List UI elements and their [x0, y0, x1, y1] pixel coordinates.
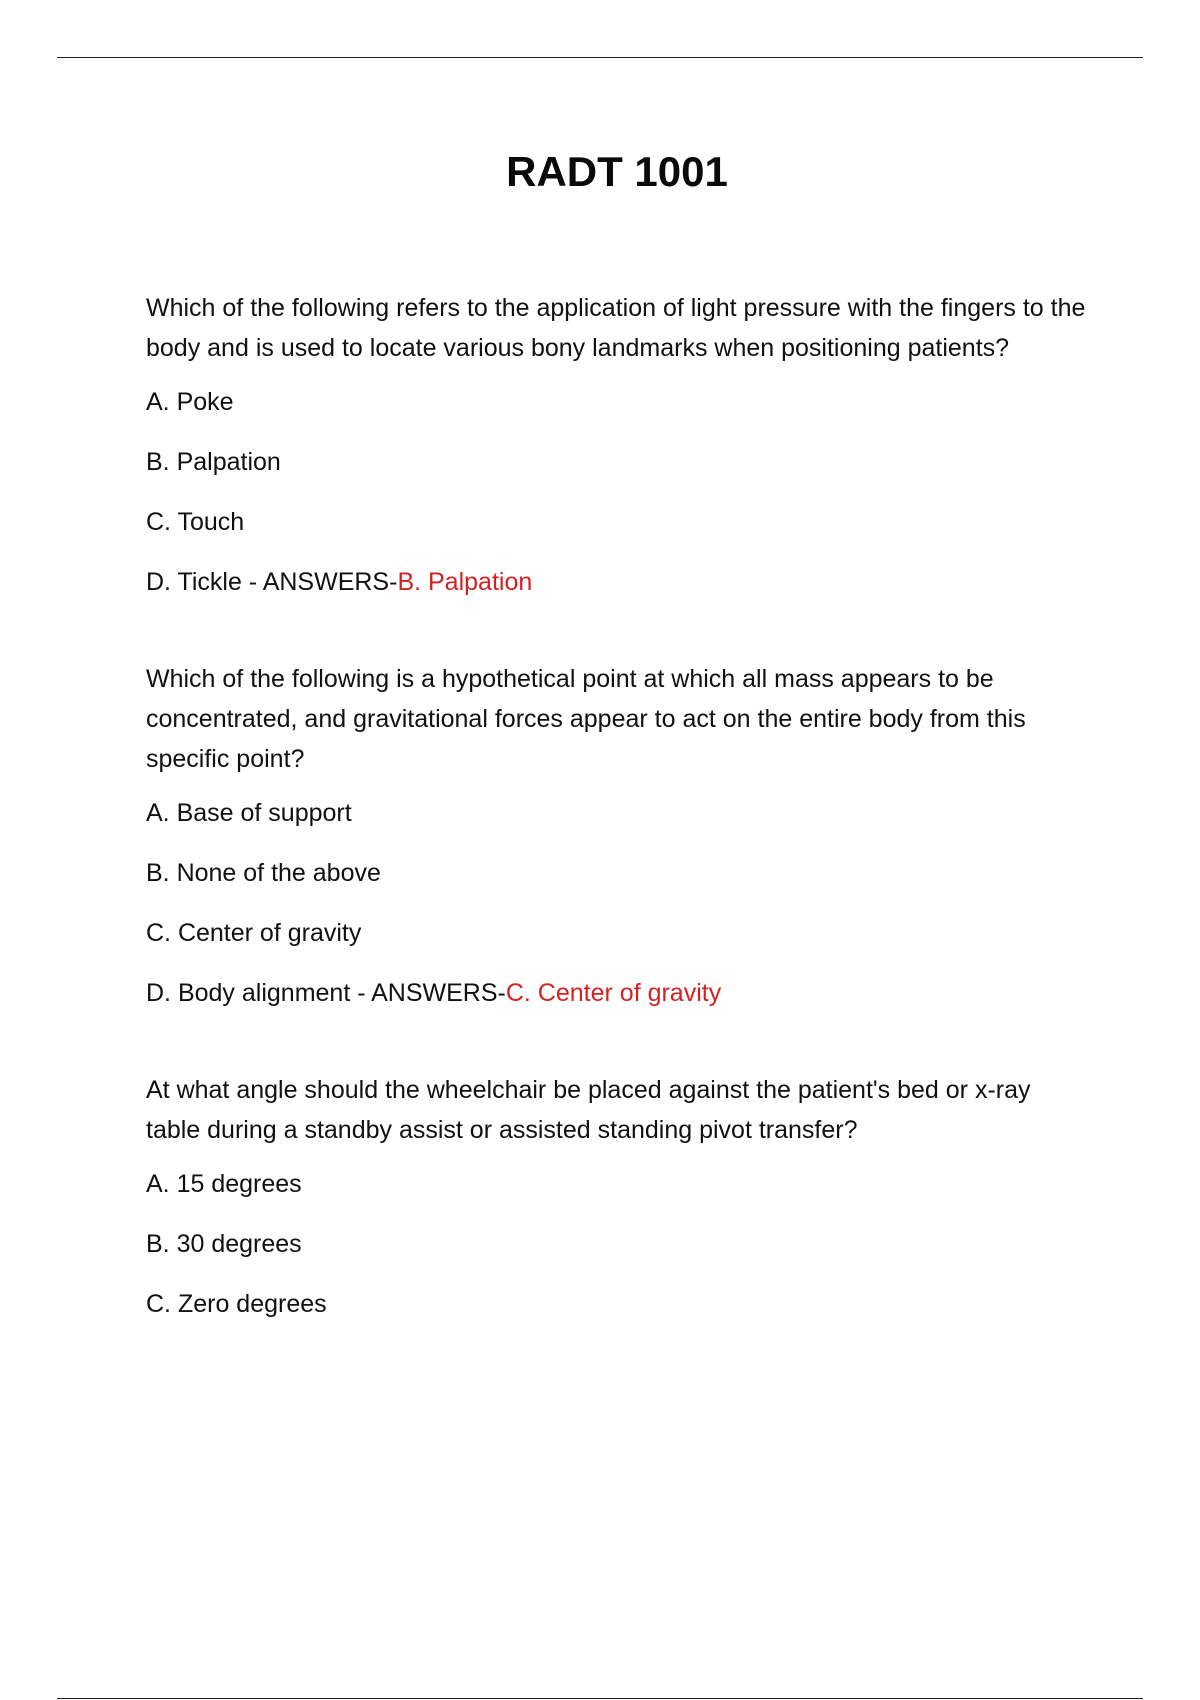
option-b: B. None of the above	[146, 859, 381, 887]
answer-text: C. Center of gravity	[505, 979, 722, 1007]
option-a: A. Poke	[146, 388, 234, 416]
answer-prefix: - ANSWERS-	[350, 979, 506, 1007]
bottom-divider	[57, 1698, 1143, 1699]
option-c: C. Zero degrees	[146, 1290, 327, 1318]
question-2	[146, 659, 1086, 1013]
option-b: B. 30 degrees	[146, 1230, 302, 1258]
option-c: C. Touch	[146, 508, 245, 536]
answer-text: B. Palpation	[397, 568, 533, 596]
option-b: B. Palpation	[146, 448, 281, 476]
option-d-with-answer	[146, 973, 1086, 1013]
option-d: D. Body alignment	[146, 979, 351, 1007]
question-list	[146, 288, 1086, 1324]
page-title: RADT 1001	[506, 148, 728, 195]
option-d: D. Tickle	[146, 568, 242, 596]
option-a: A. Base of support	[146, 799, 352, 827]
option-d-with-answer	[146, 562, 1086, 602]
question-stem: Which of the following refers to the application of light pressure with the fingers to the body and is used to locate various bony landmarks when positioning patients?	[146, 294, 1086, 362]
answer-prefix: - ANSWERS-	[241, 568, 398, 596]
question-1	[146, 288, 1086, 602]
question-stem: Which of the following is a hypothetical point at which all mass appears to be concentrated, and gravitational forces appear to act on the entire body from this specific point?	[146, 665, 1026, 773]
top-divider	[57, 57, 1143, 58]
question-3	[146, 1070, 1086, 1324]
option-c: C. Center of gravity	[146, 919, 362, 947]
option-a: A. 15 degrees	[146, 1170, 302, 1198]
question-stem: At what angle should the wheelchair be placed against the patient's bed or x-ray table during a standby assist or assisted standing pivot transfer?	[146, 1076, 1031, 1144]
